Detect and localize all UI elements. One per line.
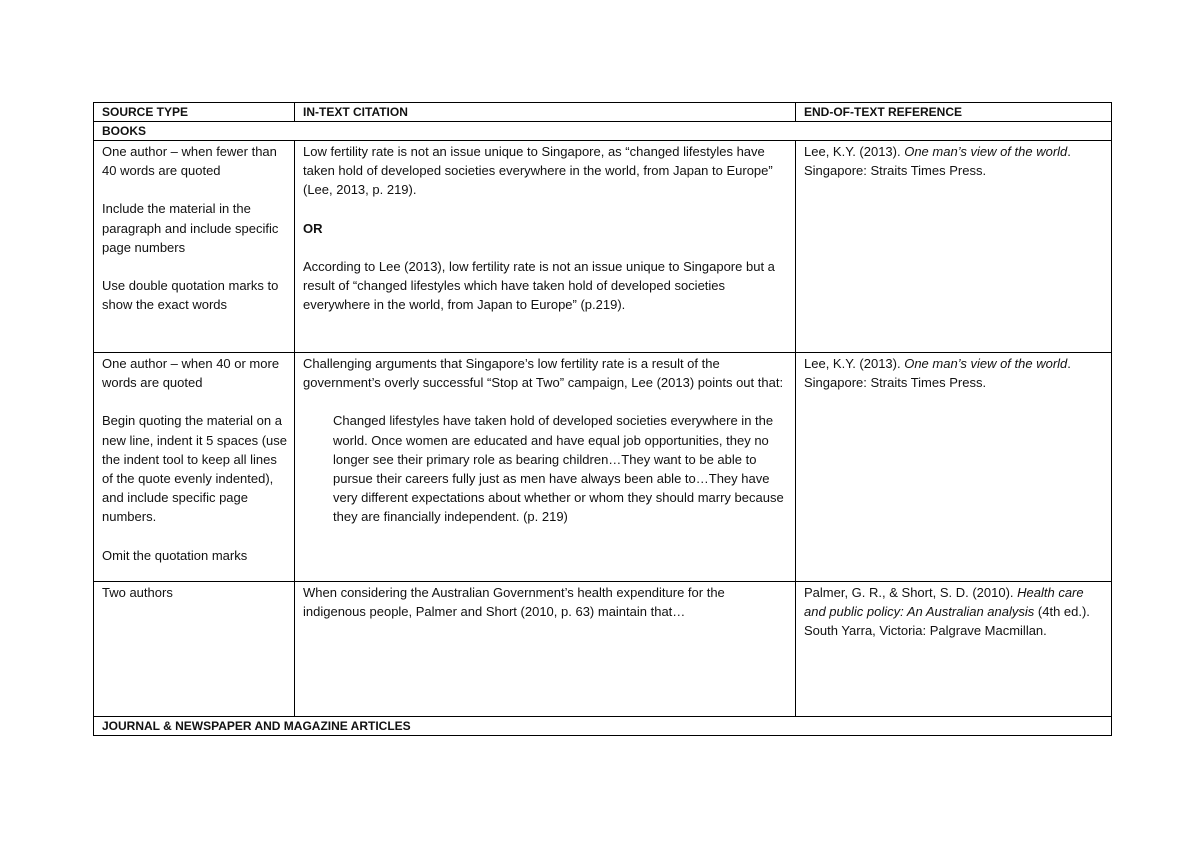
block-quote: Changed lifestyles have taken hold of developed societies everywhere in the world. Once women are educated and have equal job opportunities, they no longer see their primary role as bearing children…They want to be able to pursue their careers fully just as men have always been able to…They have very different expectations about whether or whom they should marry because they are financially independent. (p. 219) [333, 413, 784, 525]
or-label: OR [303, 220, 323, 236]
source-type-note: Include the material in the paragraph and include specific page numbers [102, 201, 279, 255]
source-type-text: One author – when fewer than 40 words are quoted [102, 144, 277, 179]
source-type-text: Two authors [102, 585, 173, 600]
reference-title: One man’s view of the world [904, 356, 1068, 371]
reference-title: One man’s view of the world [904, 144, 1068, 159]
citation-intro: Challenging arguments that Singapore’s low fertility rate is a result of the government’s overly successful “Stop at Two” campaign, Lee (2013) points out that: [303, 356, 784, 391]
reference-author-year: Lee, K.Y. (2013). [804, 356, 905, 371]
table-row [94, 582, 1112, 717]
source-type-text: One author – when 40 or more words are quoted [102, 356, 280, 391]
source-type-note: Omit the quotation marks [102, 547, 248, 563]
source-type-cell [94, 582, 295, 717]
source-type-cell [94, 353, 295, 582]
reference-author-year: Lee, K.Y. (2013). [804, 144, 905, 159]
source-type-note: Use double quotation marks to show the exact words [102, 278, 279, 313]
source-type-cell [94, 141, 295, 353]
in-text-citation-cell [295, 353, 796, 582]
reference-title: Health care and public policy: An Australian analysis [804, 585, 1084, 620]
reference-publisher: . Singapore: Straits Times Press. [804, 356, 1071, 391]
source-type-note: Begin quoting the material on a new line, indent it 5 spaces (use the indent tool to keep all lines of the quote evenly indented), and include specific page numbers. [102, 413, 287, 525]
header-source-type: SOURCE TYPE [94, 103, 295, 122]
table-row [94, 141, 1112, 353]
citation-example: According to Lee (2013), low fertility rate is not an issue unique to Singapore but a result of “changed lifestyles which have taken hold of developed societies everywhere in the world, from Japan to Europe” (p.219). [303, 258, 775, 313]
reference-cell [796, 582, 1112, 717]
header-in-text-citation: IN-TEXT CITATION [295, 103, 796, 122]
reference-publisher: (4th ed.). South Yarra, Victoria: Palgrave Macmillan. [804, 604, 1090, 639]
section-row-books [94, 122, 1112, 141]
reference-cell [796, 141, 1112, 353]
section-title-journals: JOURNAL & NEWSPAPER AND MAGAZINE ARTICLES [94, 717, 1112, 736]
section-title-books: BOOKS [94, 122, 1112, 141]
citation-example: When considering the Australian Government’s health expenditure for the indigenous people, Palmer and Short (2010, p. 63) maintain that… [303, 585, 725, 620]
in-text-citation-cell [295, 582, 796, 717]
in-text-citation-cell [295, 141, 796, 353]
header-end-of-text-reference: END-OF-TEXT REFERENCE [796, 103, 1112, 122]
citation-example: Low fertility rate is not an issue unique to Singapore, as “changed lifestyles have taken hold of developed societies everywhere in the world, from Japan to Europe” (Lee, 2013, p. 219). [303, 144, 773, 198]
reference-publisher: . Singapore: Straits Times Press. [804, 144, 1071, 179]
table-row [94, 353, 1112, 582]
citation-guide-table [93, 102, 1112, 736]
section-row-journals [94, 717, 1112, 736]
reference-cell [796, 353, 1112, 582]
table-header-row [94, 103, 1112, 122]
reference-author-year: Palmer, G. R., & Short, S. D. (2010). [804, 585, 1018, 600]
